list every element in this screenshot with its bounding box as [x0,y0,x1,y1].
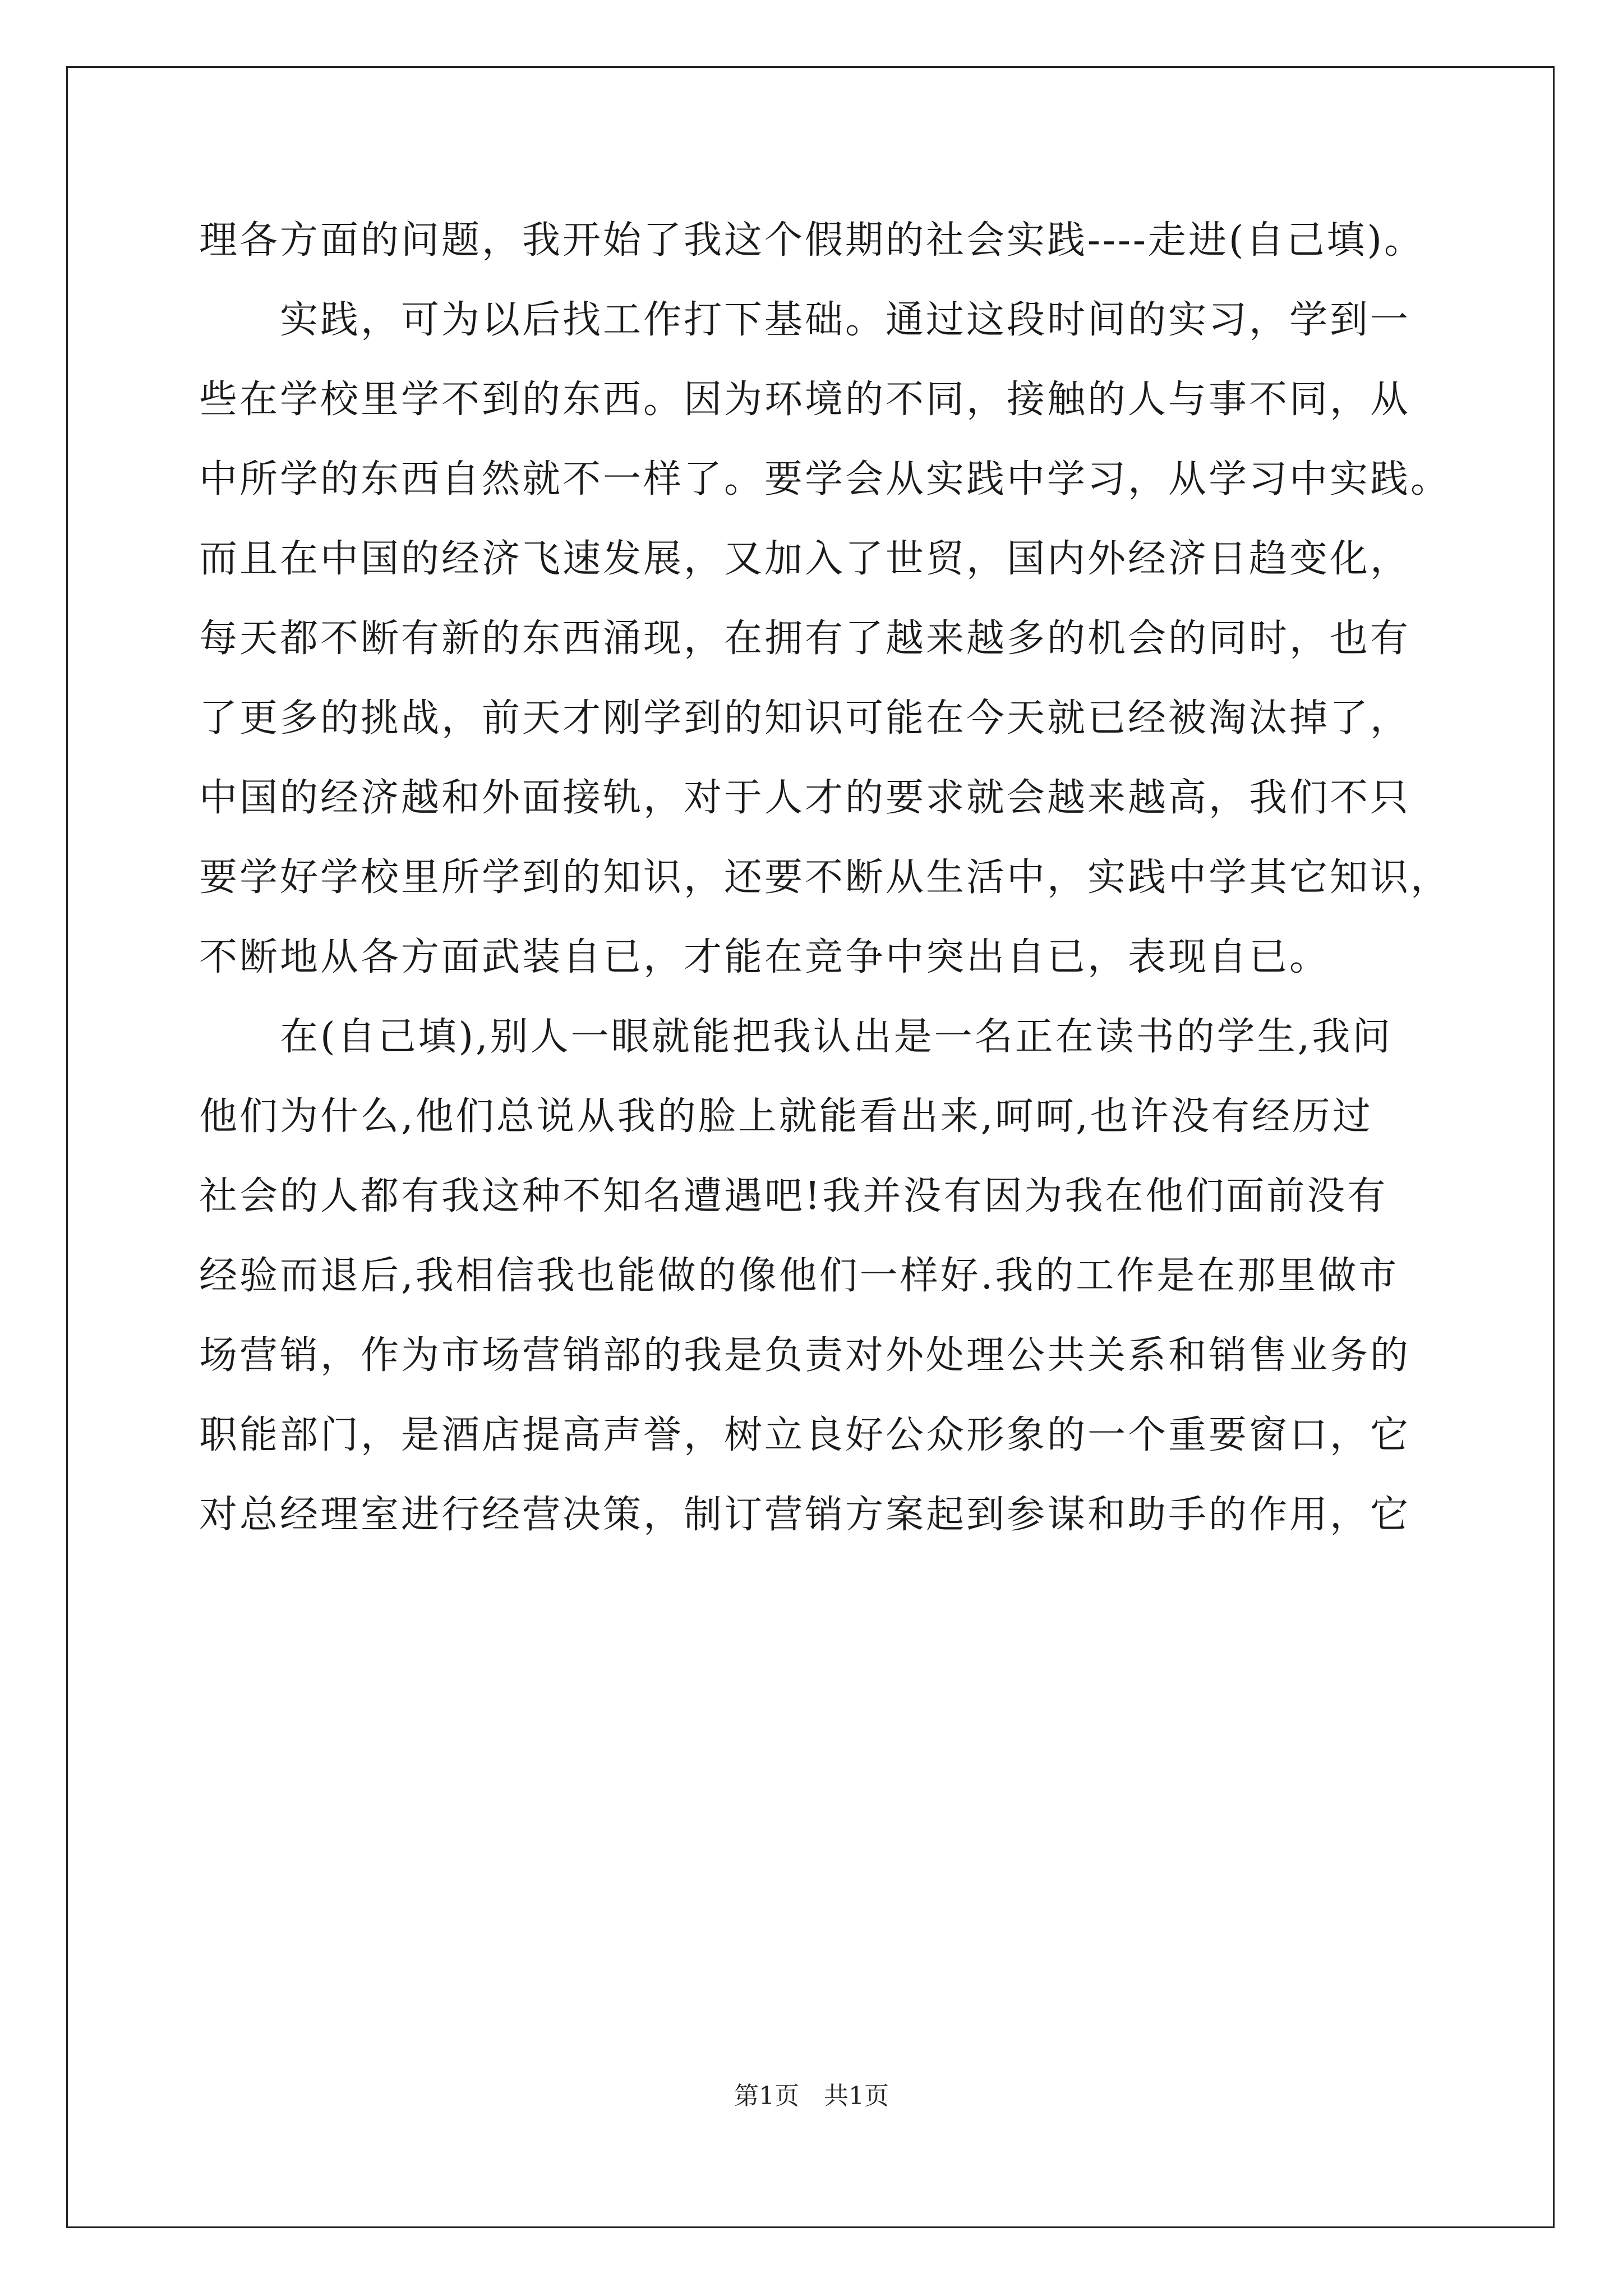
text-line: 他们为什么,他们总说从我的脸上就能看出来,呵呵,也许没有经历过 [199,1094,1373,1139]
text-line: 而且在中国的经济飞速发展，又加入了世贸，国内外经济日趋变化， [199,537,1411,581]
text-line: 实践，可为以后找工作打下基础。通过这段时间的实习，学到一 [199,298,1411,342]
text-line: 中国的经济越和外面接轨，对于人才的要求就会越来越高，我们不只 [199,776,1411,820]
text-line: 理各方面的问题，我开始了我这个假期的社会实践----走进(自己填)。 [199,218,1424,263]
text-line: 社会的人都有我这种不知名遭遇吧!我并没有因为我在他们面前没有 [199,1174,1388,1218]
text-line: 职能部门，是酒店提高声誉，树立良好公众形象的一个重要窗口，它 [199,1413,1411,1457]
text-line: 些在学校里学不到的东西。因为环境的不同，接触的人与事不同，从 [199,378,1411,422]
text-line: 每天都不断有新的东西涌现，在拥有了越来越多的机会的同时，也有 [199,616,1411,661]
text-line: 在(自己填),别人一眼就能把我认出是一名正在读书的学生,我问 [199,1015,1393,1059]
text-line: 了更多的挑战，前天才刚学到的知识可能在今天就已经被淘汰掉了， [199,696,1411,740]
text-line: 场营销，作为市场营销部的我是负责对外处理公共关系和销售业务的 [199,1333,1411,1378]
page-footer: 第1页 共1页 [734,2082,889,2110]
text-line: 要学好学校里所学到的知识，还要不断从生活中，实践中学其它知识， [199,855,1451,900]
text-line: 经验而退后,我相信我也能做的像他们一样好.我的工作是在那里做市 [199,1254,1399,1298]
text-line: 不断地从各方面武装自已，才能在竞争中突出自已，表现自已。 [199,935,1330,979]
text-line: 对总经理室进行经营决策，制订营销方案起到参谋和助手的作用，它 [199,1493,1411,1537]
text-line: 中所学的东西自然就不一样了。要学会从实践中学习，从学习中实践。 [199,457,1451,501]
